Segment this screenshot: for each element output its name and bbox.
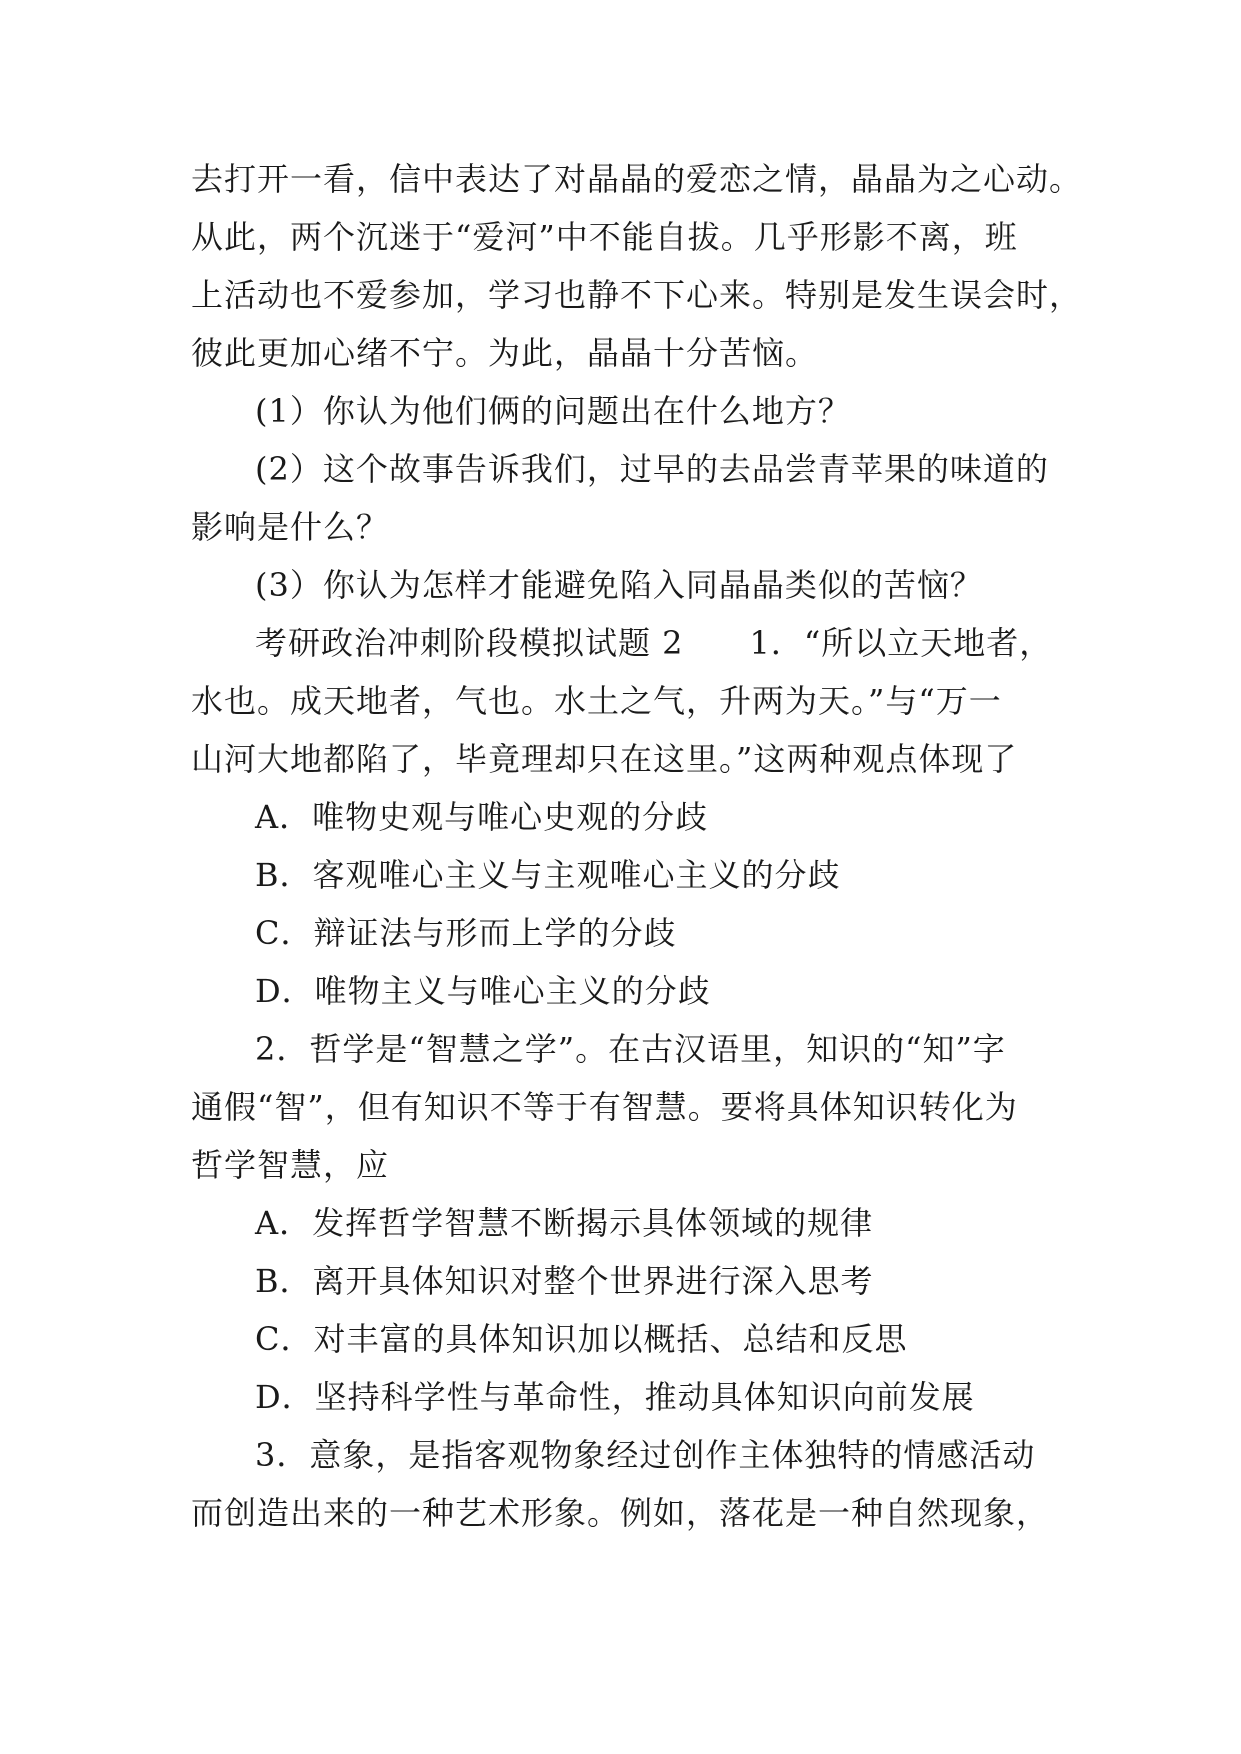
paragraph-line: 彼此更加心绪不宁。为此，晶晶十分苦恼。 <box>191 334 819 372</box>
paragraph-line: 去打开一看，信中表达了对晶晶的爱恋之情，晶晶为之心动。 <box>191 160 1083 198</box>
item-3-text: 而创造出来的一种艺术形象。例如，落花是一种自然现象， <box>191 1494 1050 1532</box>
document-text-body <box>191 150 1083 1542</box>
item-1-option-b: B．客观唯心主义与主观唯心主义的分歧 <box>255 856 841 894</box>
item-2-option-d: D．坚持科学性与革命性，推动具体知识向前发展 <box>255 1378 975 1416</box>
item-2-text: 2．哲学是“智慧之学”。在古汉语里，知识的“知”字 <box>255 1030 1006 1068</box>
paragraph-line: 上活动也不爱参加，学习也静不下心来。特别是发生误会时， <box>191 276 1083 314</box>
item-1-text: 水也。成天地者，气也。水土之气，升两为天。”与“万一 <box>191 682 1002 720</box>
question-3: (3）你认为怎样才能避免陷入同晶晶类似的苦恼？ <box>255 566 983 604</box>
question-2: (2）这个故事告诉我们，过早的去品尝青苹果的味道的 <box>255 450 1049 488</box>
item-2-option-a: A．发挥哲学智慧不断揭示具体领域的规律 <box>255 1204 874 1242</box>
item-1-option-d: D．唯物主义与唯心主义的分歧 <box>255 972 711 1010</box>
item-2-option-b: B．离开具体知识对整个世界进行深入思考 <box>255 1262 874 1300</box>
exam-heading-item-1: 考研政治冲刺阶段模拟试题 2 1．“所以立天地者， <box>255 624 1053 662</box>
question-1: (1）你认为他们俩的问题出在什么地方？ <box>255 392 851 430</box>
item-3-text: 3．意象，是指客观物象经过创作主体独特的情感活动 <box>255 1436 1036 1474</box>
item-1-option-a: A．唯物史观与唯心史观的分歧 <box>255 798 709 836</box>
paragraph-line: 从此，两个沉迷于“爱河”中不能自拔。几乎形影不离，班 <box>191 218 1018 256</box>
item-2-text: 通假“智”，但有知识不等于有智慧。要将具体知识转化为 <box>191 1088 1018 1126</box>
item-2-option-c: C．对丰富的具体知识加以概括、总结和反思 <box>255 1320 908 1358</box>
item-1-option-c: C．辩证法与形而上学的分歧 <box>255 914 677 952</box>
item-2-text: 哲学智慧，应 <box>191 1146 390 1184</box>
item-1-text: 山河大地都陷了，毕竟理却只在这里。”这两种观点体现了 <box>191 740 1018 778</box>
question-2-continued: 影响是什么？ <box>191 508 390 546</box>
